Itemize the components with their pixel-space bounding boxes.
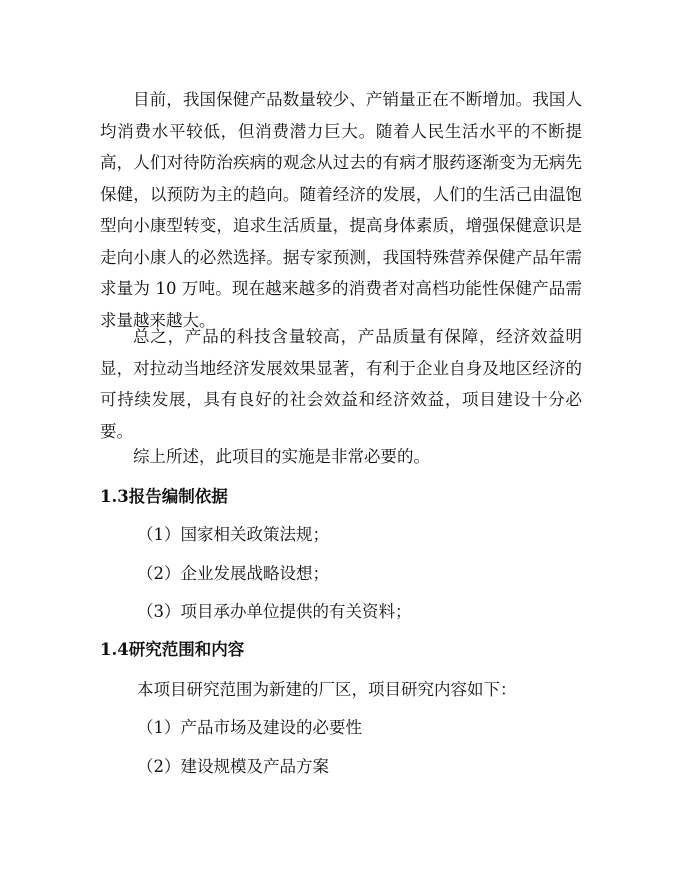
- section-heading-1-4: 1.4研究范围和内容: [100, 640, 245, 659]
- list-item: （3）项目承办单位提供的有关资料；: [137, 602, 412, 621]
- paragraph-conclusion: 综上所述，此项目的实施是非常必要的。: [133, 447, 430, 466]
- paragraph-market-outlook: 目前，我国保健产品数量较少、产销量正在不断增加。我国人均消费水平较低，但消费潜力巨大。随着人民生活水平的不断提高，人们对待防治疾病的观念从过去的有病才服药逐渐变为无病先保健，以预防为主的趋向。随着经济的发展，人们的生活己由温饱型向小康型转变，追求生活质量，提高身体素质，增强保健意识是走向小康人的必然选择。据专家预测，我国特殊营养保健产品年需求量为 10 万吨。现在越来越多的消费者对高档功能性保健产品需求量越来越大。: [100, 90, 582, 330]
- list-item: （2）建设规模及产品方案: [137, 757, 329, 776]
- scope-intro-text: 本项目研究范围为新建的厂区，项目研究内容如下：: [137, 680, 517, 699]
- section-heading-1-3: 1.3报告编制依据: [100, 487, 228, 506]
- list-item: （1）产品市场及建设的必要性: [137, 718, 362, 737]
- paragraph-summary: 总之，产品的科技含量较高，产品质量有保障，经济效益明显，对拉动当地经济发展效果显著，有利于企业自身及地区经济的可持续发展，具有良好的社会效益和经济效益，项目建设十分必要。: [100, 327, 582, 441]
- list-item: （1）国家相关政策法规；: [137, 525, 329, 544]
- list-item: （2）企业发展战略设想；: [137, 564, 329, 583]
